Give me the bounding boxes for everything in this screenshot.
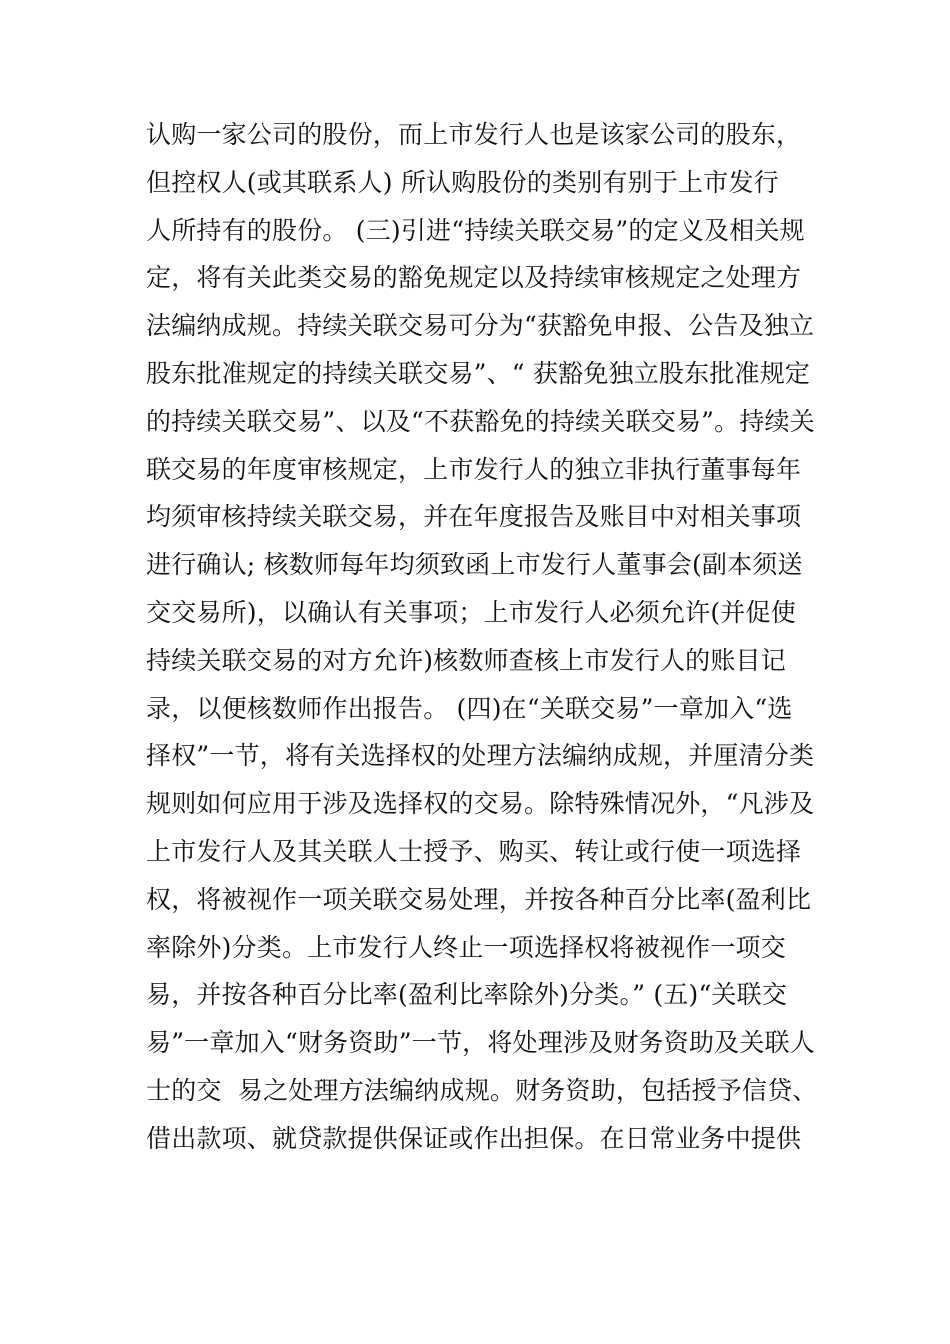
text-line-22: 借出款项、就贷款提供保证或作出担保。在日常业务中提供: [146, 1123, 802, 1153]
text-line-18: 率除外)分类。上市发行人终止一项选择权将被视作一项交: [146, 932, 786, 962]
text-line-10: 进行确认; 核数师每年均须致函上市发行人董事会(副本须送: [146, 550, 803, 580]
text-line-12: 持续关联交易的对方允许)核数师查核上市发行人的账目记: [146, 645, 786, 675]
text-line-16: 上市发行人及其关联人士授予、购买、转让或行使一项选择: [146, 836, 802, 866]
text-line-14: 择权”一节，将有关选择权的处理方法编纳成规，并厘清分类: [146, 741, 815, 771]
text-line-4: 定，将有关此类交易的豁免规定以及持续审核规定之处理方: [146, 263, 802, 293]
body-text: [146, 111, 816, 1163]
text-line-17: 权，将被视作一项关联交易处理，并按各种百分比率(盈利比: [146, 884, 812, 914]
text-line-19: 易，并按各种百分比率(盈利比率除外)分类。” (五)“关联交: [146, 980, 788, 1010]
text-line-8: 联交易的年度审核规定，上市发行人的独立非执行董事每年: [146, 454, 802, 484]
text-line-15: 规则如何应用于涉及选择权的交易。除特殊情况外，“凡涉及: [146, 789, 815, 819]
text-line-5: 法编纳成规。持续关联交易可分为“获豁免申报、公告及独立: [146, 311, 815, 341]
text-line-6: 股东批准规定的持续关联交易”、“ 获豁免独立股东批准规定: [146, 358, 811, 388]
text-line-7: 的持续关联交易”、以及“不获豁免的持续关联交易”。持续关: [146, 406, 815, 436]
text-line-1: 认购一家公司的股份，而上市发行人也是该家公司的股东，: [146, 120, 802, 149]
text-line-13: 录，以便核数师作出报告。 (四)在“关联交易”一章加入“选: [146, 693, 793, 723]
text-line-3: 人所持有的股份。 (三)引进“持续关联交易”的定义及相关规: [146, 215, 805, 245]
text-line-20: 易”一章加入“财务资助”一节，将处理涉及财务资助及关联人: [146, 1028, 815, 1058]
text-line-21: 士的交 易之处理方法编纳成规。财务资助，包括授予信贷、: [146, 1075, 818, 1105]
text-line-11: 交交易所)，以确认有关事项；上市发行人必须允许(并促使: [146, 597, 796, 627]
text-line-9: 均须审核持续关联交易，并在年度报告及账目中对相关事项: [146, 502, 802, 532]
text-line-2: 但控权人(或其联系人) 所认购股份的类别有别于上市发行: [146, 167, 779, 197]
